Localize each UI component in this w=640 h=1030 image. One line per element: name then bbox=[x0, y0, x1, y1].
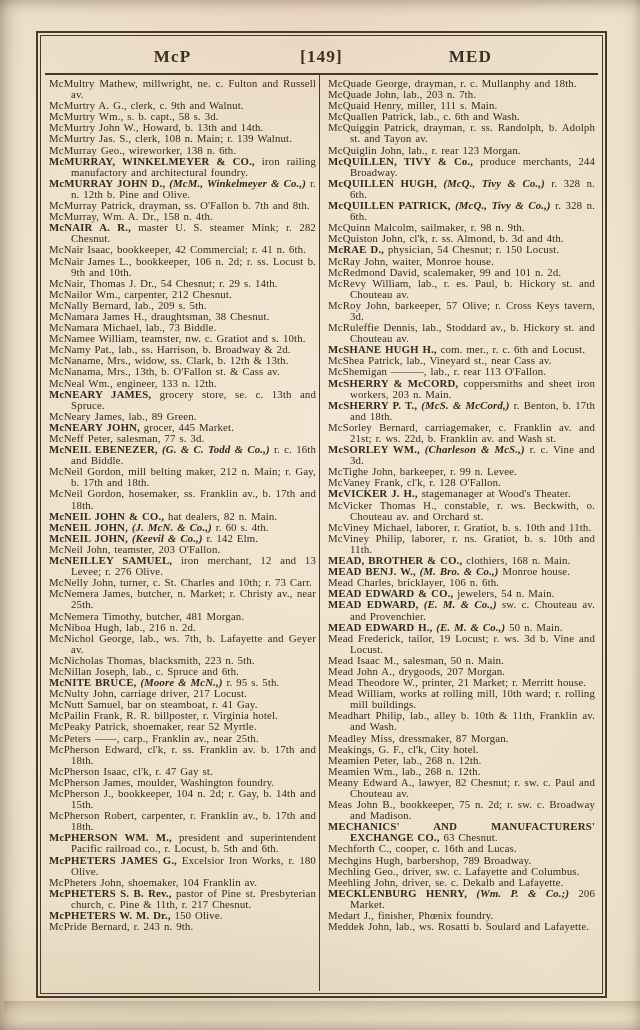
directory-entry bbox=[328, 179, 595, 201]
entry-text: Meas John B., bookkeeper, 75 n. 2d; r. sw. c. Broadway and Madison. bbox=[328, 799, 595, 823]
directory-entry bbox=[328, 711, 595, 733]
entry-text: jewelers, 54 n. Main. bbox=[453, 588, 555, 601]
directory-entry bbox=[49, 445, 316, 467]
directory-entry bbox=[49, 79, 316, 101]
entry-text: Meakings, G. F., cl'k, City hotel. bbox=[328, 743, 479, 756]
entry-text: McSORLEY WM., bbox=[328, 444, 425, 457]
entry-text: sw. c. Chouteau av. and Provenchier. bbox=[350, 599, 595, 623]
entry-text: grocer, 445 Market. bbox=[139, 421, 234, 434]
entry-text: Monroe house. bbox=[498, 566, 571, 579]
entry-text: McNair Isaac, bookkeeper, 42 Commercial; r. 41 n. 6th. bbox=[49, 244, 307, 257]
entry-text: MEAD EDWARD, bbox=[328, 599, 424, 612]
entry-text: McNamara James H., draughtsman, 38 Chesnut. bbox=[49, 310, 270, 323]
entry-text: McPherson Robert, carpenter, r. Franklin av., b. 17th and 18th. bbox=[49, 810, 316, 834]
entry-text: iron railing manufactory and architectural foundry. bbox=[71, 155, 316, 179]
directory-entry bbox=[49, 856, 316, 878]
entry-text: McMultry Mathew, millwright, ne. c. Fulton and Russell av. bbox=[49, 78, 316, 102]
left-column bbox=[45, 75, 319, 991]
entry-text: McNeil Gordon, mill belting maker, 212 n. Main; r. Gay, b. 17th and 18th. bbox=[49, 466, 316, 490]
entry-text: MECKLENBURG HENRY, bbox=[328, 887, 477, 900]
entry-text: (Moore & McN.,) bbox=[140, 677, 223, 690]
entry-text: McNamee William, teamster, nw. c. Gratiot and s. 10th. bbox=[49, 333, 306, 346]
entry-text: Mead Theodore W., printer, 21 Market; r. Merritt house. bbox=[328, 677, 587, 690]
entry-text: (Keevil & Co.,) bbox=[131, 532, 203, 545]
entry-text: r. c. Vine and 3d. bbox=[350, 444, 595, 468]
entry-text: McNamy Pat., lab., ss. Harrison, b. Broadway & 2d. bbox=[49, 344, 291, 357]
directory-entry bbox=[328, 534, 595, 556]
entry-text: Medart J., finisher, Phœnix foundry. bbox=[328, 910, 494, 923]
entry-text: McQuade George, drayman, r. c. Mullanphy and 18th. bbox=[328, 78, 577, 90]
entry-text: (McM., Winkelmeyer & Co.,) bbox=[169, 177, 306, 190]
entry-text: r. Benton, b. 17th and 18th. bbox=[350, 399, 595, 423]
entry-text: McNeff Peter, salesman, 77 s. 3d. bbox=[49, 433, 205, 445]
entry-text: McVaney Frank, cl'k, r. 128 O'Fallon. bbox=[328, 477, 502, 490]
entry-text: McNiboa Hugh, lab., 216 n. 2d. bbox=[49, 621, 196, 634]
directory-entry bbox=[328, 301, 595, 323]
entry-text: (E. M. & Co.,) bbox=[436, 621, 506, 634]
entry-text: McNeal Wm., engineer, 133 n. 12th. bbox=[49, 377, 217, 390]
entry-text: Mead Frederick, tailor, 19 Locust; r. ws. 3d b. Vine and Locust. bbox=[328, 632, 595, 656]
entry-text: 63 Chesnut. bbox=[439, 832, 498, 845]
directory-entry bbox=[328, 501, 595, 523]
page-edge-shadow bbox=[4, 1001, 640, 1018]
entry-text: McMurray Patrick, drayman, ss. O'Fallon b. 7th and 8th. bbox=[49, 200, 310, 213]
directory-entry bbox=[328, 445, 595, 467]
entry-text: McSHANE HUGH H., bbox=[328, 344, 437, 357]
entry-text: 206 Market. bbox=[350, 887, 595, 911]
entry-text: Meddek John, lab., ws. Rosatti b. Soulard and Lafayette. bbox=[328, 921, 590, 934]
entry-text: McNulty John, carriage driver, 217 Locust. bbox=[49, 688, 247, 701]
entry-text: 50 n. Main. bbox=[505, 621, 563, 634]
entry-text: McShemigan ———, lab., r. rear 113 O'Fallon. bbox=[328, 366, 547, 379]
entry-text: r. c. 16th and Biddle. bbox=[71, 444, 316, 468]
entry-text: McPeters ——, carp., Franklin av., near 25th. bbox=[49, 732, 259, 745]
entry-text: McMurtry Jas. S., clerk, 108 n. Main; r. 139 Walnut. bbox=[49, 133, 293, 146]
entry-text: r. 95 s. 5th. bbox=[222, 677, 280, 690]
entry-text: McNanama, Mrs., 13th, b. O'Fallon st. & Cass av. bbox=[49, 366, 280, 379]
entry-text: McQuade John, lab., 203 n. 7th. bbox=[328, 89, 477, 102]
entry-text: Mechgins Hugh, barbershop, 789 Broadway. bbox=[328, 854, 532, 867]
entry-text: Mead William, works at rolling mill, 10th ward; r. rolling mill buildings. bbox=[328, 688, 595, 712]
header-right-guide: MED bbox=[448, 46, 493, 66]
entry-text: McQuallen Patrick, lab., c. 6th and Wash. bbox=[328, 111, 520, 124]
directory-entry bbox=[49, 811, 316, 833]
entry-text: McRoy John, barkeeper, 57 Olive; r. Cross Keys tavern, 3d. bbox=[328, 299, 595, 323]
entry-text: Meehling John, driver, se. c. Dekalb and Lafayette. bbox=[328, 876, 564, 889]
entry-text: Mechforth C., cooper, c. 16th and Lucas. bbox=[328, 843, 517, 856]
entry-text: McMurtry Wm., s. b. capt., 58 s. 3d. bbox=[49, 111, 219, 124]
entry-text: McNeil John, teamster, 203 O'Fallon. bbox=[49, 543, 221, 556]
entry-text: McQUILLEN, TIVY & Co., bbox=[328, 155, 474, 168]
directory-entry bbox=[49, 257, 316, 279]
entry-text: McQuiggin Patrick, drayman, r. ss. Randolph, b. Adolph st. and Tayon av. bbox=[328, 122, 595, 146]
entry-text: president and superintendent Pacific railroad co., r. Locust, b. 5th and 6th. bbox=[71, 832, 316, 856]
entry-text: MECHANICS' AND MANUFACTURERS' EXCHANGE CO., bbox=[328, 821, 595, 845]
entry-text: McRedmond David, scalemaker, 99 and 101 n. 2d. bbox=[328, 266, 562, 279]
page-content bbox=[45, 37, 598, 991]
directory-entry bbox=[49, 789, 316, 811]
entry-text: MEAD EDWARD & CO., bbox=[328, 588, 454, 601]
directory-entry bbox=[49, 833, 316, 855]
entry-text: master U. S. steamer Mink; r. 282 Chesnut. bbox=[71, 222, 316, 246]
directory-entry bbox=[328, 123, 595, 145]
directory-entry bbox=[328, 889, 595, 911]
directory-entry bbox=[328, 401, 595, 423]
directory-entry bbox=[328, 822, 595, 844]
directory-entry bbox=[328, 689, 595, 711]
entry-text: McNillan Joseph, lab., c. Spruce and 6th. bbox=[49, 665, 239, 678]
entry-text: McNEILLEY SAMUEL, bbox=[49, 555, 173, 568]
entry-text: McQUILLEN HUGH, bbox=[328, 177, 444, 190]
entry-text: Mead Isaac M., salesman, 50 n. Main. bbox=[328, 654, 505, 667]
directory-entry bbox=[49, 223, 316, 245]
entry-text: Meadhart Philip, lab., alley b. 10th & 11th, Franklin av. and Wash. bbox=[328, 710, 595, 734]
entry-text: McPHETERS W. M. Dr., bbox=[49, 910, 171, 923]
entry-text: McNaname, Mrs., widow, ss. Clark, b. 12th & 13th. bbox=[49, 355, 289, 368]
entry-text: McNelly John, turner, c. St. Charles and 10th; r. 73 Carr. bbox=[49, 577, 312, 590]
entry-text: (G. & C. Todd & Co.,) bbox=[162, 444, 270, 457]
directory-entry bbox=[49, 556, 316, 578]
entry-text: McPherson Edward, cl'k, r. ss. Franklin av. b. 17th and 18th. bbox=[49, 743, 316, 767]
entry-text: McNEARY JAMES, bbox=[49, 388, 152, 401]
entry-text: McPeaky Patrick, shoemaker, rear 52 Myrtle. bbox=[49, 721, 257, 734]
directory-entry bbox=[328, 157, 595, 179]
entry-text: r. 328 n. 6th. bbox=[350, 200, 595, 224]
entry-text: Meamien Peter, lab., 268 n. 12th. bbox=[328, 754, 482, 767]
entry-text: Meamien Wm., lab., 268 n. 12th. bbox=[328, 765, 481, 778]
page-border bbox=[36, 31, 607, 998]
entry-text: McRuleffie Dennis, lab., Stoddard av., b. Hickory st. and Chouteau av. bbox=[328, 322, 595, 346]
entry-text: McNamara Michael, lab., 73 Biddle. bbox=[49, 322, 217, 335]
entry-text: McSorley Bernard, carriagemaker, c. Franklin av. and 21st; r. ws. 22d, b. Franklin av. and Wash st. bbox=[328, 421, 595, 445]
directory-entry bbox=[49, 467, 316, 489]
right-column bbox=[319, 75, 598, 991]
entry-text: McMurtry A. G., clerk, c. 9th and Walnut. bbox=[49, 100, 244, 113]
entry-text: McNutt Samuel, bar on steamboat, r. 41 Gay. bbox=[49, 699, 258, 712]
entry-text: com. mer., r. c. 6th and Locust. bbox=[436, 344, 586, 357]
entry-text: Excelsior Iron Works, r. 180 Olive. bbox=[71, 854, 316, 878]
entry-text: McNEIL EBENEZER, bbox=[49, 444, 162, 457]
entry-text: McNeary James, lab., 89 Green. bbox=[49, 410, 197, 423]
entry-text: McNemera James, butcher, n. Market; r. Christy av., near 25th. bbox=[49, 588, 316, 612]
entry-text: grocery store, se. c. 13th and Spruce. bbox=[71, 388, 316, 412]
entry-text: r. n. 12th b. Pine and Olive. bbox=[71, 177, 316, 201]
entry-text: Mead John A., drygoods, 207 Morgan. bbox=[328, 665, 506, 678]
entry-text: McRAE D., bbox=[328, 244, 385, 257]
entry-text: McNichol George, lab., ws. 7th, b. Lafayette and Geyer av. bbox=[49, 632, 316, 656]
entry-text: McMurray, Wm. A. Dr., 158 n. 4th. bbox=[49, 211, 213, 224]
entry-text: McMurray Geo., wireworker, 138 n. 6th. bbox=[49, 144, 237, 157]
entry-text: McNEIL JOHN, bbox=[49, 521, 132, 534]
entry-text: McPherson Isaac, cl'k, r. 47 Gay st. bbox=[49, 765, 213, 778]
entry-text: physician, 54 Chesnut; r. 150 Locust. bbox=[384, 244, 560, 257]
header-left-guide: McP bbox=[153, 46, 192, 66]
entry-text: MEAD BENJ. W., bbox=[328, 566, 420, 579]
page-header bbox=[45, 37, 598, 75]
entry-text: McPheters John, shoemaker, 104 Franklin av. bbox=[49, 876, 258, 889]
entry-text: MEAD EDWARD H., bbox=[328, 621, 437, 634]
directory-entry bbox=[49, 489, 316, 511]
entry-text: r. 328 n. 6th. bbox=[350, 177, 595, 201]
directory-entry bbox=[49, 179, 316, 201]
entry-text: McPherson J., bookkeeper, 104 n. 2d; r. Gay, b. 14th and 15th. bbox=[49, 788, 316, 812]
entry-text: McPherson James, moulder, Washington foundry. bbox=[49, 776, 275, 789]
entry-text: hat dealers, 82 n. Main. bbox=[164, 510, 278, 523]
entry-text: McNemera Timothy, butcher, 481 Morgan. bbox=[49, 610, 245, 623]
entry-text: r. 60 s. 4th. bbox=[211, 521, 269, 534]
directory-entry bbox=[328, 778, 595, 800]
entry-text: iron merchant, 12 and 13 Levee; r. 276 Olive. bbox=[71, 555, 316, 579]
entry-text: stagemanager at Wood's Theater. bbox=[417, 488, 571, 501]
entry-text: McRevy William, lab., r. es. Paul, b. Hickory st. and Chouteau av. bbox=[328, 277, 595, 301]
entry-text: McViney Michael, laborer, r. Gratiot, b. s. 10th and 11th. bbox=[328, 521, 592, 534]
entry-text: McNair, Thomas J. Dr., 54 Chesnut; r. 29 s. 14th. bbox=[49, 277, 278, 290]
entry-text: McNEARY JOHN, bbox=[49, 421, 140, 434]
entry-text: (McQ., Tivy & Co.,) bbox=[443, 177, 545, 190]
directory-entry bbox=[328, 279, 595, 301]
entry-text: McQUILLEN PATRICK, bbox=[328, 200, 456, 213]
directory-entry bbox=[328, 423, 595, 445]
entry-text: (Charleson & McS.,) bbox=[424, 444, 525, 457]
entry-text: McMURRAY JOHN D., bbox=[49, 177, 170, 190]
entry-text: McRay John, waiter, Monroe house. bbox=[328, 255, 494, 268]
directory-entry bbox=[328, 379, 595, 401]
page-number: [149] bbox=[300, 46, 343, 66]
entry-text: (E. M. & Co.,) bbox=[423, 599, 497, 612]
entry-text: McShea Patrick, lab., Vineyard st., near Cass av. bbox=[328, 355, 552, 368]
entry-text: Mead Charles, bricklayer, 106 n. 6th. bbox=[328, 577, 500, 590]
entry-text: (McQ., Tivy & Co.,) bbox=[455, 200, 551, 213]
entry-text: Meadley Miss, dressmaker, 87 Morgan. bbox=[328, 732, 509, 745]
entry-text: (Wm. P. & Co.;) bbox=[476, 887, 570, 900]
entry-text: clothiers, 168 n. Main. bbox=[462, 555, 571, 568]
entry-text: McVICKER J. H., bbox=[328, 488, 418, 501]
directory-entry bbox=[328, 600, 595, 622]
entry-text: McNeil Gordon, hosemaker, ss. Franklin av., b. 17th and 18th. bbox=[49, 488, 316, 512]
entry-text: McSHERRY & McCORD, bbox=[328, 377, 459, 390]
directory-entry bbox=[49, 889, 316, 911]
directory-entry bbox=[328, 323, 595, 345]
directory-entry bbox=[49, 922, 316, 933]
directory-entry bbox=[49, 390, 316, 412]
directory-entry bbox=[328, 201, 595, 223]
entry-text: produce merchants, 244 Broadway. bbox=[350, 155, 595, 179]
entry-text: McVicker Thomas H., constable, r. ws. Beckwith, o. Chouteau av. and Orchard st. bbox=[328, 499, 595, 523]
entry-text: McMurtry John W., Howard, b. 13th and 14th. bbox=[49, 122, 264, 135]
directory-entry bbox=[49, 745, 316, 767]
entry-text: McPHETERS JAMES G., bbox=[49, 854, 178, 867]
entry-text: McNEIL JOHN & CO., bbox=[49, 510, 165, 523]
entry-text: (M. Bro. & Co.,) bbox=[419, 566, 499, 579]
entry-text: McQuiglin John, lab., r. rear 123 Morgan. bbox=[328, 144, 521, 157]
entry-text: r. 142 Elm. bbox=[202, 532, 259, 545]
directory-entry bbox=[49, 157, 316, 179]
directory-entry bbox=[328, 922, 595, 933]
entry-text: McMURRAY, WINKELMEYER & CO., bbox=[49, 155, 255, 168]
entry-text: McQuinn Malcolm, sailmaker, r. 98 n. 9th. bbox=[328, 222, 525, 235]
entry-text: (McS. & McCord,) bbox=[421, 399, 510, 412]
entry-text: MEAD, BROTHER & CO., bbox=[328, 555, 463, 568]
entry-text: McPride Bernard, r. 243 n. 9th. bbox=[49, 921, 194, 934]
entry-text: McNair James L., bookkeeper, 106 n. 2d; r. ss. Locust b. 9th and 10th. bbox=[49, 255, 316, 279]
entry-text: McTighe John, barkeeper, r. 99 n. Levee. bbox=[328, 466, 517, 479]
entry-text: McPHERSON WM. M., bbox=[49, 832, 172, 845]
entry-text: McQuiston John, cl'k, r. ss. Almond, b. 3d and 4th. bbox=[328, 233, 564, 246]
entry-text: McNicholas Thomas, blacksmith, 223 n. 5th. bbox=[49, 654, 255, 667]
entry-text: McQuaid Henry, miller, 111 s. Main. bbox=[328, 100, 498, 113]
entry-text: McViney Philip, laborer, r. ns. Gratiot, b. s. 10th and 11th. bbox=[328, 532, 595, 556]
entry-text: McNEIL JOHN, bbox=[49, 532, 132, 545]
entry-text: McNally Bernard, lab., 209 s. 5th. bbox=[49, 299, 207, 312]
entry-text: Mechling Geo., driver, sw. c. Lafayette and Columbus. bbox=[328, 865, 580, 878]
entry-text: Meany Edward A., lawyer, 82 Chesnut; r. sw. c. Paul and Chouteau av. bbox=[328, 776, 595, 800]
entry-text: (J. McN. & Co.,) bbox=[131, 521, 212, 534]
directory-columns bbox=[45, 75, 598, 991]
directory-entry bbox=[328, 634, 595, 656]
entry-text: McNAIR A. R., bbox=[49, 222, 131, 235]
entry-text: McPailin Frank, R. R. billposter, r. Virginia hotel. bbox=[49, 710, 278, 723]
directory-entry bbox=[328, 800, 595, 822]
entry-text: 150 Olive. bbox=[170, 910, 223, 923]
entry-text: McSHERRY P. T., bbox=[328, 399, 422, 412]
entry-text: coppersmiths and sheet iron workers, 203 n. Main. bbox=[350, 377, 595, 401]
entry-text: McNITE BRUCE, bbox=[49, 677, 141, 690]
entry-text: pastor of Pine st. Presbyterian church, c. Pine & 11th, r. 217 Chesnut. bbox=[71, 887, 316, 911]
directory-entry bbox=[49, 634, 316, 656]
entry-text: McPHETERS S. B. Rev., bbox=[49, 887, 172, 900]
entry-text: McNailor Wm., carpenter, 212 Chesnut. bbox=[49, 288, 232, 301]
directory-entry bbox=[49, 589, 316, 611]
